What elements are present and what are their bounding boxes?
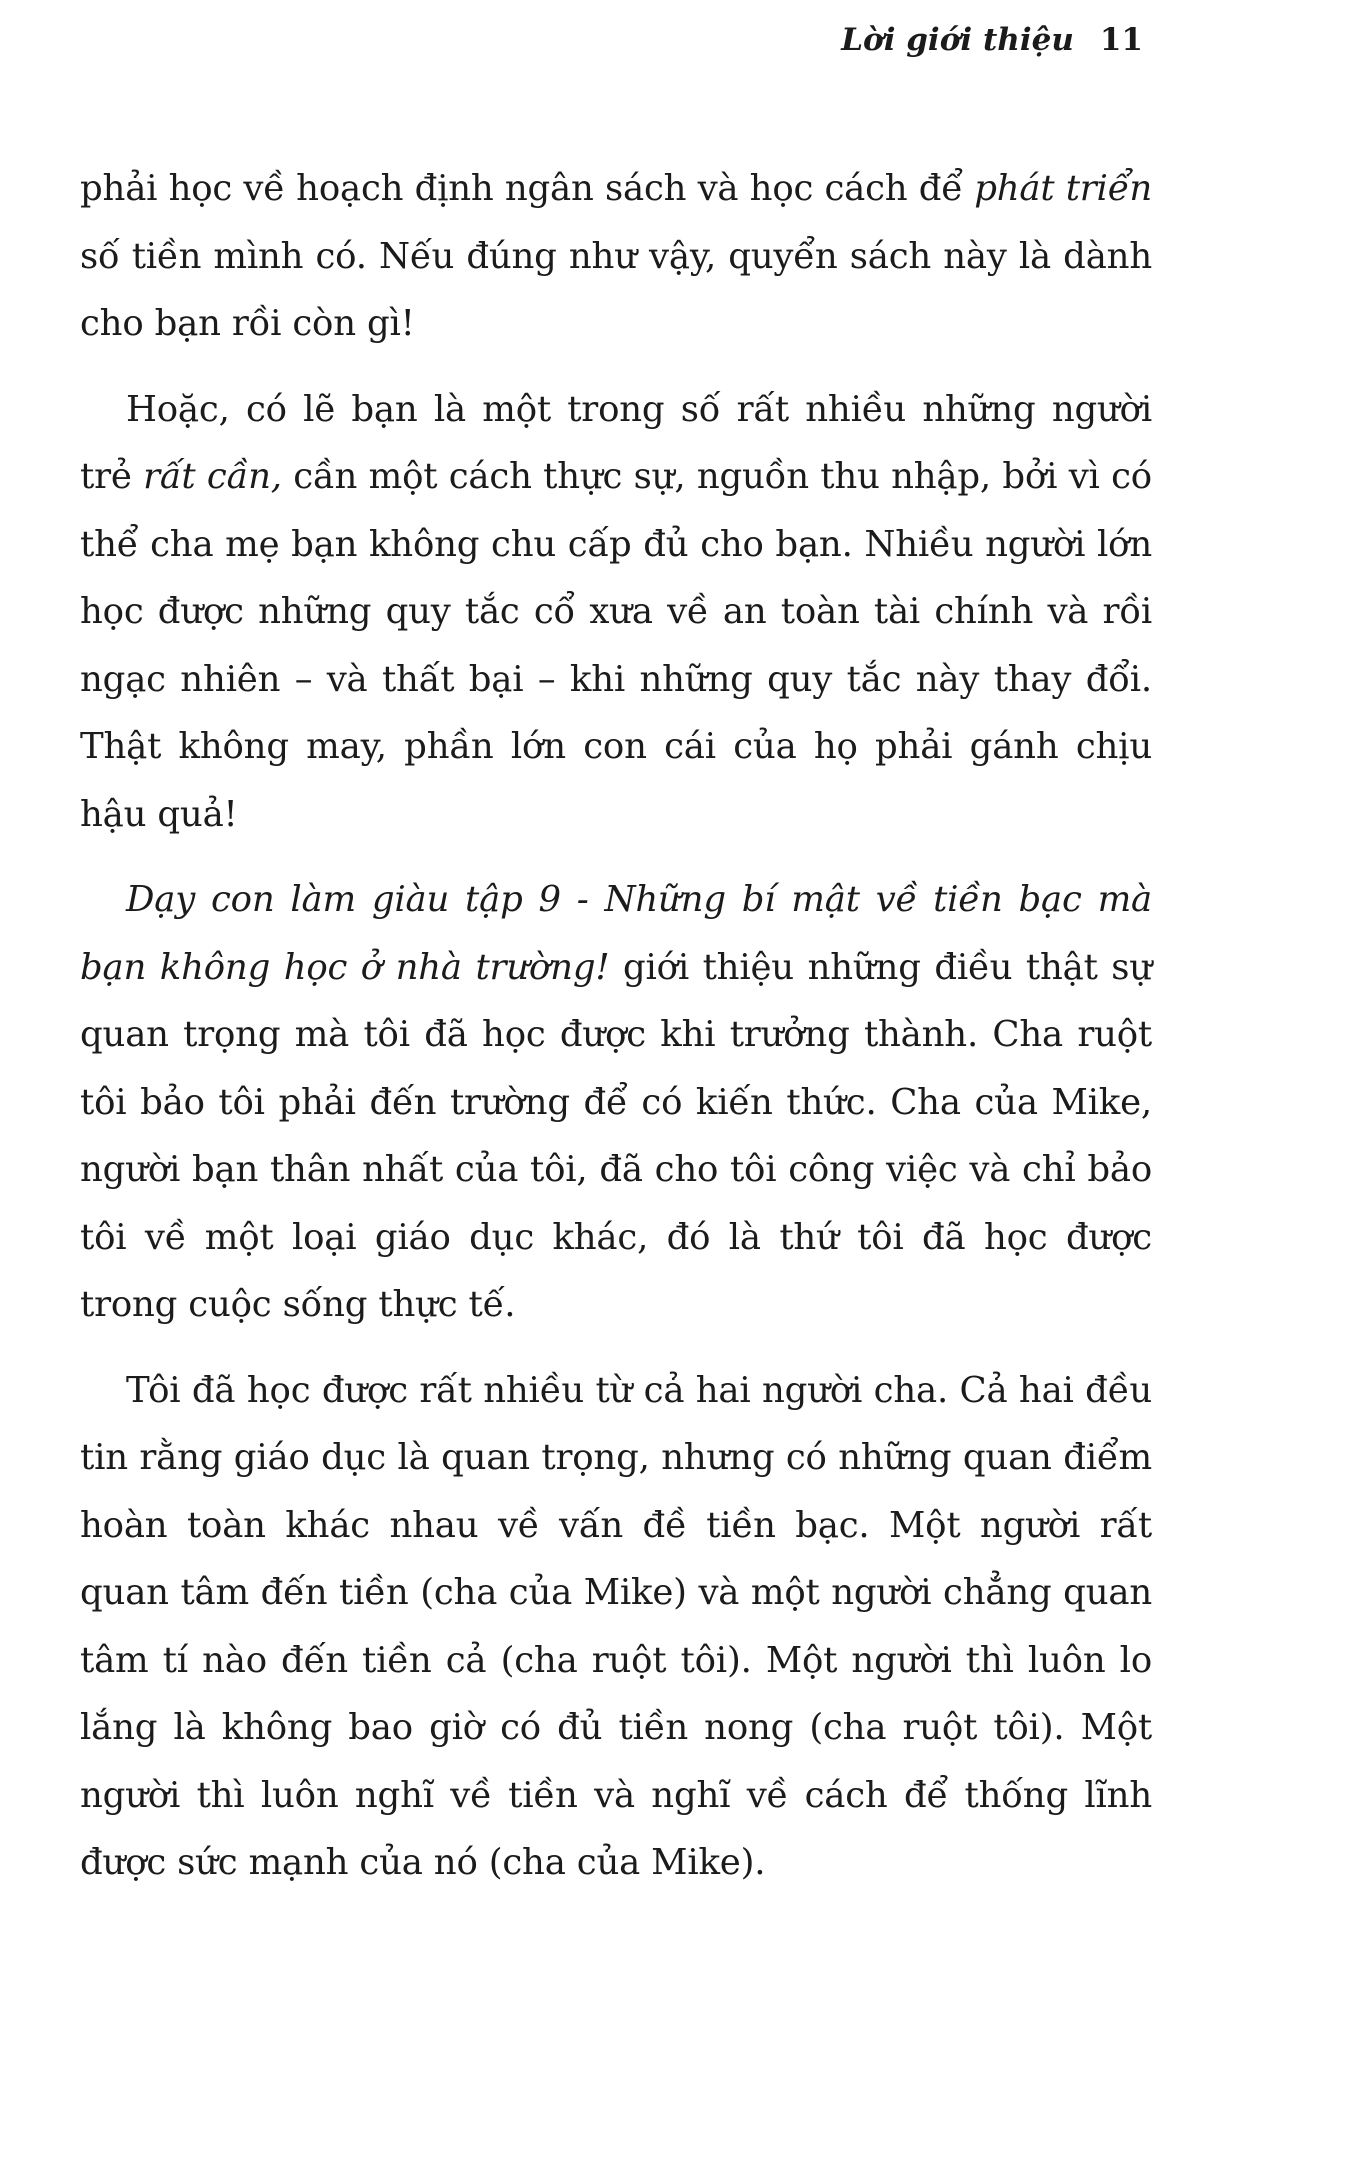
paragraph-2 (80, 376, 1152, 849)
p2-text-1: Hoặc, có lẽ bạn là một trong số rất nhiều những người trẻ (80, 388, 1152, 497)
p1-text-2: số tiền mình có. Nếu đúng như vậy, quyển sách này là dành cho bạn rồi còn gì! (80, 235, 1152, 344)
p2-italic-rat-can: rất cần, (143, 456, 282, 497)
p4-text-1: Tôi đã học được rất nhiều từ cả hai người cha. Cả hai đều tin rằng giáo dục là quan trọng, nhưng có những quan điểm hoàn toàn khác nhau về vấn đề tiền bạc. Một người rất quan tâm đến tiền (cha của Mike) và một người chẳng quan tâm tí nào đến tiền cả (cha ruột tôi). Một người thì luôn lo lắng là không bao giờ có đủ tiền nong (cha ruột tôi). Một người thì luôn nghĩ về tiền và nghĩ về cách để thống lĩnh được sức mạnh của nó (cha của Mike). (80, 1369, 1152, 1883)
paragraph-4 (80, 1357, 1152, 1897)
running-header (841, 22, 1143, 58)
chapter-title: Lời giới thiệu (841, 22, 1074, 58)
page-number: 11 (1099, 22, 1143, 58)
p2-text-2: cần một cách thực sự, nguồn thu nhập, bởi vì có thể cha mẹ bạn không chu cấp đủ cho bạn. Nhiều người lớn học được những quy tắc cổ xưa về an toàn tài chính và rồi ngạc nhiên – và thất bại – khi những quy tắc này thay đổi. Thật không may, phần lớn con cái của họ phải gánh chịu hậu quả! (80, 456, 1152, 835)
paragraph-3 (80, 866, 1152, 1339)
p3-italic-book-title: Dạy con làm giàu tập 9 - Những bí mật về tiền bạc mà bạn không học ở nhà trường! (80, 879, 1152, 988)
paragraph-1 (80, 155, 1152, 358)
p3-text-1: giới thiệu những điều thật sự quan trọng mà tôi đã học được khi trưởng thành. Cha ruột tôi bảo tôi phải đến trường để có kiến thức. Cha của Mike, người bạn thân nhất của tôi, đã cho tôi công việc và chỉ bảo tôi về một loại giáo dục khác, đó là thứ tôi đã học được trong cuộc sống thực tế. (80, 946, 1152, 1325)
body-text (80, 155, 1152, 1915)
p1-text-1: phải học về hoạch định ngân sách và học cách để (80, 168, 975, 209)
p1-italic-phat-trien: phát triển (974, 168, 1152, 209)
